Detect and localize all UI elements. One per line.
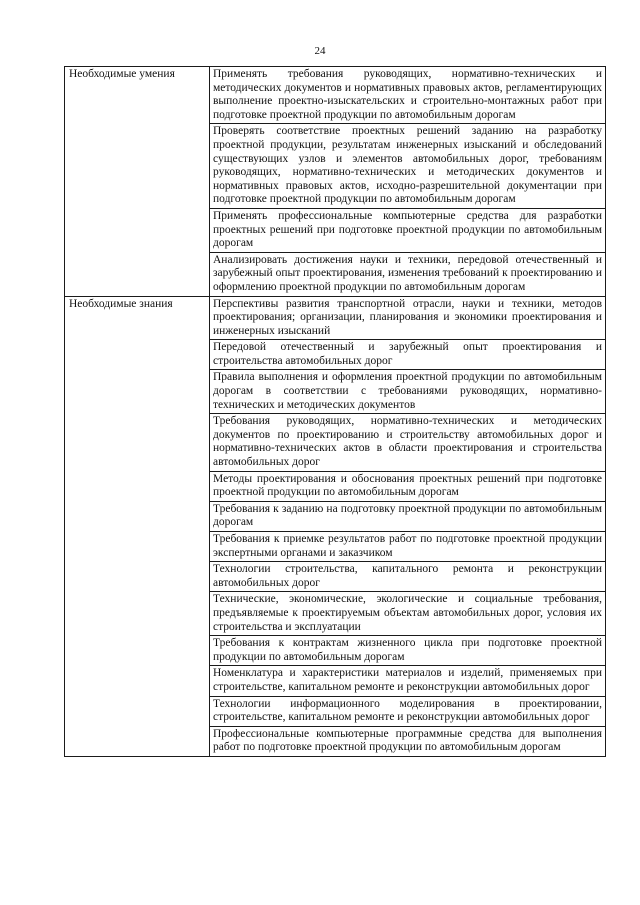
skill-item: Применять профессиональные компьютерные средства для разработки проектных решений при подготовке проектной продукции по автомобильным дорогам <box>210 208 606 252</box>
skill-item: Применять требования руководящих, нормативно-технических и методических документов и нормативных правовых актов, регламентирующих выполнение проектно-изыскательских и строительно-монтажных работ при подготовке проектной продукции по автомобильным дорогам <box>210 67 606 124</box>
skill-item: Анализировать достижения науки и техники, передовой отечественный и зарубежный опыт проектирования, изменения требований к проектированию и оформлению проектной продукции по автомобильным дорогам <box>210 252 606 296</box>
section-label-skills: Необходимые умения <box>65 67 210 297</box>
knowledge-item: Передовой отечественный и зарубежный опыт проектирования и строительства автомобильных дорог <box>210 340 606 370</box>
knowledge-item: Технологии информационного моделирования в проектировании, строительстве, капитальном ремонте и реконструкции автомобильных дорог <box>210 696 606 726</box>
knowledge-item: Перспективы развития транспортной отрасли, науки и техники, методов проектирования; организации, планирования и экономики проектирования и инженерных изысканий <box>210 296 606 340</box>
section-label-knowledge: Необходимые знания <box>65 296 210 756</box>
knowledge-item: Требования руководящих, нормативно-технических и методических документов по проектированию и строительству автомобильных дорог и нормативно-технических актов в области проектирования и строительства автомобильных дорог <box>210 414 606 471</box>
table-row <box>65 296 606 340</box>
page-number: 24 <box>314 45 326 57</box>
table-row <box>65 67 606 124</box>
knowledge-item: Технические, экономические, экологические и социальные требования, предъявляемые к проектируемым объектам автомобильных дорог, условия их строительства и эксплуатации <box>210 592 606 636</box>
knowledge-item: Профессиональные компьютерные программные средства для выполнения работ по подготовке проектной продукции по автомобильным дорогам <box>210 726 606 756</box>
knowledge-item: Правила выполнения и оформления проектной продукции по автомобильным дорогам в соответствии с требованиями руководящих, нормативно-технических и методических документов <box>210 370 606 414</box>
knowledge-item: Методы проектирования и обоснования проектных решений при подготовке проектной продукции по автомобильным дорогам <box>210 471 606 501</box>
skill-item: Проверять соответствие проектных решений заданию на разработку проектной продукции, результатам инженерных изысканий и обследований существующих узлов и элементов автомобильных дорог, требованиям руководящих, нормативно-технических и методических документов и нормативных правовых актов, исходно-разрешительной документации при подготовке проектной продукции по автомобильным дорогам <box>210 124 606 209</box>
knowledge-item: Технологии строительства, капитального ремонта и реконструкции автомобильных дорог <box>210 562 606 592</box>
knowledge-item: Номенклатура и характеристики материалов и изделий, применяемых при строительстве, капитальном ремонте и реконструкции автомобильных дорог <box>210 666 606 696</box>
knowledge-item: Требования к контрактам жизненного цикла при подготовке проектной продукции по автомобильным дорогам <box>210 636 606 666</box>
knowledge-item: Требования к заданию на подготовку проектной продукции по автомобильным дорогам <box>210 501 606 531</box>
requirements-table <box>64 66 606 757</box>
knowledge-item: Требования к приемке результатов работ по подготовке проектной продукции экспертными органами и заказчиком <box>210 532 606 562</box>
